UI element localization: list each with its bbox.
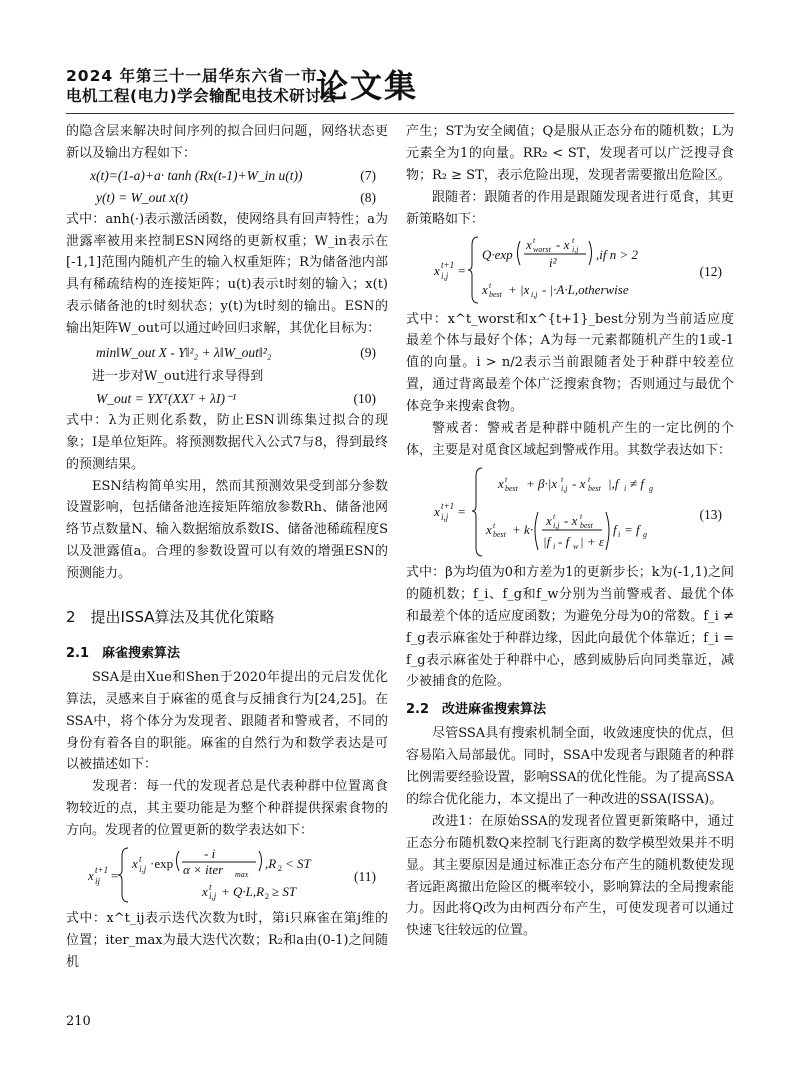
svg-text:x: x [434,262,440,278]
svg-text:w: w [573,541,579,551]
svg-text:best: best [588,483,601,493]
svg-text:i,j: i,j [531,289,538,299]
left-column [66,121,388,974]
svg-text:t+1: t+1 [441,500,455,511]
svg-text:best: best [505,483,518,493]
svg-text:t: t [209,882,212,893]
svg-text:- |·A·L,otherwise: - |·A·L,otherwise [542,281,629,297]
equation-9 [66,342,388,364]
svg-text:t: t [580,511,583,521]
page-header [66,66,419,106]
svg-text:= f: = f [624,521,640,537]
svg-text:g: g [649,483,653,493]
equation-9-number: (9) [360,345,376,361]
right-paragraph-5: 式中：β为均值为0和方差为1的更新步长；k为(-1,1)之间的随机数；f_i、f_g和f_w分别为当前警戒者、最优个体和最差个体的适应度函数；为避免分母为0的常数。f_i ≠ f_g表示麻雀处于种群边缘，因此向最优个体靠近；f_i = f_g表示麻雀处于种群中心，感到威胁后向同类靠近，减少被捕食的危险。 [406,564,734,690]
svg-text:|,f: |,f [608,475,619,491]
svg-text:+ |x: + |x [508,281,530,297]
svg-text:≥ ST: ≥ ST [272,884,297,900]
svg-text:2: 2 [265,892,269,902]
svg-text:=: = [458,262,466,278]
svg-text:x: x [486,521,492,537]
svg-text:- x: - x [564,512,578,528]
svg-text:| + ε: | + ε [580,533,604,549]
svg-text:i,j: i,j [561,483,568,493]
svg-text:ij: ij [95,876,101,887]
svg-text:+ β·|x: + β·|x [526,475,558,491]
equation-8-number: (8) [360,189,376,205]
left-paragraph-7: 发现者：每一代的发现者总是代表种群中位置离食物较近的点，其主要功能是为整个种群提供探索食物的方向。发现者的位置更新的数学表达如下： [66,779,388,839]
svg-text:t: t [588,474,591,484]
subsection-2-2-heading: 2.2 改进麻雀搜索算法 [406,702,547,718]
left-paragraph-1: 的隐含层来解决时间序列的拟合回归问题，网络状态更新以及输出方程如下： [66,124,388,161]
svg-text:- x: - x [572,475,586,491]
svg-text:worst: worst [533,244,551,254]
equation-11-number: (11) [354,869,376,885]
header-title: 论文集 [316,67,419,105]
svg-text:< ST: < ST [285,856,311,872]
equation-13 [406,464,734,560]
svg-text:x: x [498,475,504,491]
left-paragraph-5: ESN结构简单实用，然而其预测效果受到部分参数设置影响，包括储备池连接矩阵缩放参数Rh、储备池网络节点数量N、输入数据缩放系数IS、储备池稀疏程度S以及泄露值a。合理的参数设置可以有效的增强ESN的预测能力。 [66,478,388,582]
svg-text:best: best [493,529,506,539]
section-2-heading: 2 提出ISSA算法及其优化策略 [66,608,275,627]
svg-text:max: max [235,870,249,880]
right-paragraph-1: 产生；ST为安全阈值；Q是服从正态分布的随机数；L为元素全为1的向量。RR₂ < ST，发现者可以广泛搜寻食物；R₂ ≥ ST，表示危险出现，发现者需要撤出危险区。 [406,124,734,183]
svg-text:i²: i² [549,254,557,270]
header-line-2: 电机工程(电力)学会输配电技术研讨会 [66,87,338,105]
svg-text:i,j: i,j [209,891,217,902]
svg-text:x: x [546,512,552,528]
svg-text:i,j: i,j [572,244,579,254]
svg-text:≠ f: ≠ f [630,475,644,491]
left-paragraph-8: 式中：x^t_ij表示迭代次数为t时，第i只麻雀在第j维的位置；iter_max为最大迭代次数；R₂和a由(0-1)之间随机 [66,911,388,970]
header-rule [66,113,734,114]
page-number: 210 [66,1014,91,1029]
left-paragraph-4: 式中：λ为正则化系数，防止ESN训练集过拟合的现象；I是单位矩阵。将预测数据代入公式7与8，得到最终的预测结果。 [66,412,388,472]
svg-text:|f: |f [543,533,551,549]
svg-text:f: f [613,521,617,537]
right-paragraph-6: 尽管SSA具有搜索机制全面，收敛速度快的优点，但容易陷入局部最优。同时，SSA中发现者与跟随者的种群比例需要经验设置，影响SSA的优化性能。为了提高SSA的综合优化能力，本文提出了一种改进的SSA(ISSA)。 [406,726,734,807]
svg-text:i,j: i,j [441,511,449,522]
svg-text:·exp: ·exp [150,856,174,872]
subsection-2-1-heading: 2.1 麻雀搜索算法 [66,645,181,661]
equation-9-body: min‖W_out X - Y‖²₂ + λ‖W_out‖²₂ [96,345,272,361]
svg-text:t: t [139,854,142,865]
svg-text:t: t [505,474,508,484]
equation-11 [66,844,388,906]
svg-text:t+1: t+1 [441,259,455,270]
svg-text:i: i [553,541,556,551]
svg-text:x: x [434,503,440,519]
equation-11-graphic [66,844,388,906]
svg-text:best: best [489,289,502,299]
svg-text:+ k·: + k· [512,521,534,537]
svg-text:x: x [132,856,138,872]
equation-8 [66,187,388,209]
svg-text:=: = [111,868,119,884]
svg-text:,R: ,R [265,856,277,872]
svg-text:best: best [580,520,593,530]
svg-text:t: t [493,520,496,530]
equation-12-number: (12) [699,263,722,279]
svg-text:=: = [458,503,466,519]
svg-text:+ Q·L,R: + Q·L,R [221,884,265,900]
svg-text:- x: - x [556,236,570,252]
equation-10-number: (10) [353,390,376,406]
svg-text:x: x [202,884,208,900]
right-paragraph-7: 改进1：在原始SSA的发现者位置更新策略中，通过正态分布随机数Q来控制飞行距离的数学模型效果并不明显。其主要原因是通过标准正态分布产生的随机数使发现者远距离撤出危险区的概率较小，影响算法的全局搜索能力。因此将Q改为由柯西分布产生，可使发现者可以通过快速飞往较远的位置。 [406,813,734,939]
svg-text:t: t [561,474,564,484]
svg-text:i: i [618,529,621,539]
equation-12 [406,233,734,307]
svg-text:x: x [482,281,488,297]
svg-text:α × iter: α × iter [183,862,224,878]
svg-text:2: 2 [278,864,282,874]
equation-7-body: x(t)=(1-a)+a· tanh (Rx(t-1)+W_in u(t)) [90,167,303,183]
equation-13-graphic [406,464,734,560]
left-paragraph-2: 式中：anh(·)表示激活函数，使网络具有回声特性；a为泄露率被用来控制ESN网络的更新权重；W_in表示在[-1,1]范围内随机产生的输入权重矩阵；R为储备池内部具有稀疏结构的连接矩阵；u(t)表示t时刻的输入；x(t)表示储备池的t时刻状态；y(t)为t时刻的输出。ESN的输出矩阵W_out可以通过岭回归求解，其优化目标为： [66,211,388,337]
svg-text:,if n > 2: ,if n > 2 [596,246,638,262]
right-paragraph-2: 跟随者：跟随者的作用是跟随发现者进行觅食，其更新策略如下： [406,189,734,227]
equation-7 [66,165,388,187]
svg-text:t: t [489,280,492,290]
equation-10-body: W_out = YXᵀ(XXᵀ + λI)⁻¹ [96,390,237,406]
svg-text:x: x [88,868,94,884]
svg-text:g: g [643,529,647,539]
equation-8-body: y(t) = W_out x(t) [96,189,188,205]
right-paragraph-4: 警戒者：警戒者是种群中随机产生的一定比例的个体，主要是对觅食区域起到警戒作用。其数学表达如下： [406,421,734,458]
right-column [406,121,734,942]
svg-text:i,j: i,j [553,520,560,530]
svg-text:Q·exp: Q·exp [482,246,513,262]
svg-text:- f: - f [558,533,570,549]
equation-13-number: (13) [699,506,722,522]
svg-text:t+1: t+1 [95,865,109,876]
svg-text:t: t [572,235,575,245]
left-paragraph-6: SSA是由Xue和Shen于2020年提出的元启发优化算法，灵感来自于麻雀的觅食与反捕食行为[24,25]。在SSA中，将个体分为发现者、跟随者和警戒者，不同的身份有着各自的职能。麻雀的自然行为和数学表达是可以被描述如下： [66,669,388,773]
header-line-1: 2024 年第三十一届华东六省一市 [66,67,318,85]
svg-text:i: i [624,483,627,493]
svg-text:x: x [526,236,532,252]
svg-text:i,j: i,j [139,864,147,875]
svg-text:t: t [553,511,556,521]
equation-7-number: (7) [360,167,376,183]
equation-12-graphic [406,233,734,307]
right-paragraph-3: 式中：x^t_worst和x^{t+1}_best分别为当前适应度最差个体与最好个体；A为每一元素都随机产生的1或-1值的向量。i > n/2表示当前跟随者处于种群中较差位置，通过背离最差个体广泛搜索食物；否则通过与最优个体竞争来搜索食物。 [406,311,734,415]
equation-10 [66,388,388,410]
svg-text:t: t [533,235,536,245]
left-paragraph-3: 进一步对W_out进行求导得到 [92,368,264,384]
svg-text:i,j: i,j [441,270,449,281]
svg-text:- i: - i [204,846,216,862]
